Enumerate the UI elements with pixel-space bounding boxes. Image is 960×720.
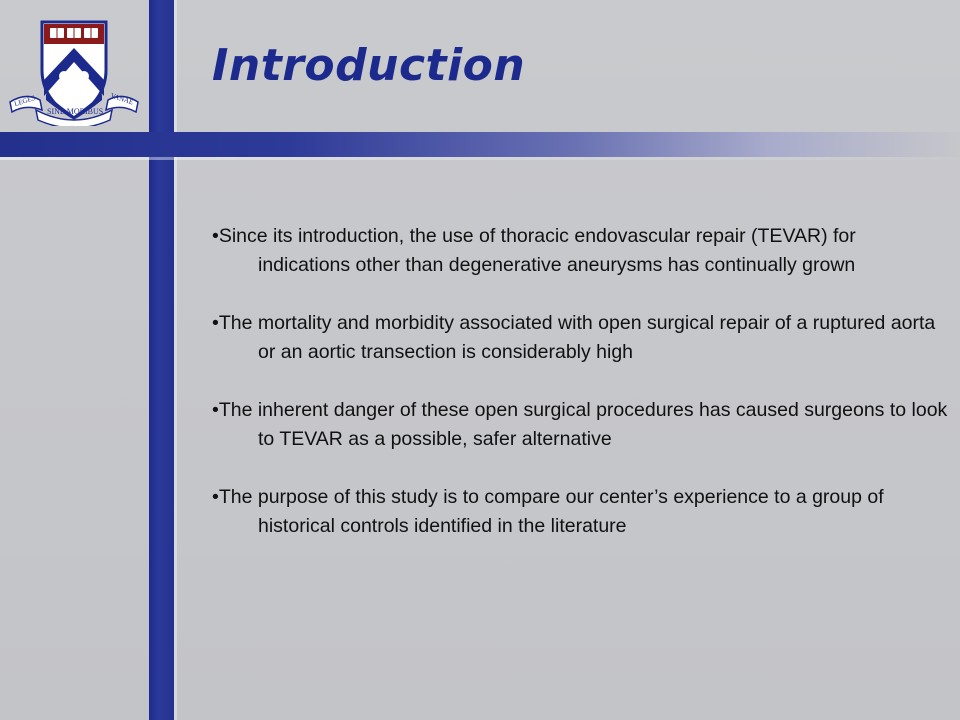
slide-title: Introduction (212, 40, 526, 91)
vertical-bar-highlight (174, 0, 177, 720)
motto-right: VANAE (109, 91, 135, 107)
bullet-item-2: •The mortality and morbidity associated with open surgical repair of a ruptured aorta or an aortic transection is considerably high (212, 312, 936, 363)
horizontal-bar-highlight (0, 157, 960, 160)
motto-left: LEGES (13, 93, 37, 109)
bullet-item-1: •Since its introduction, the use of thoracic endovascular repair (TEVAR) for indications other than degenerative aneurysms has continually grown (212, 225, 856, 276)
bullet-item-3: •The inherent danger of these open surgical procedures has caused surgeons to look to TEVAR as a possible, safer alternative (212, 399, 948, 450)
vertical-accent-bar (149, 0, 174, 720)
horizontal-accent-bar (0, 132, 960, 157)
motto-center: SINE MORIBUS (47, 107, 104, 116)
bullet-list (212, 222, 952, 570)
bullet-item-4: •The purpose of this study is to compare our center’s experience to a group of historical controls identified in the literature (212, 486, 884, 537)
